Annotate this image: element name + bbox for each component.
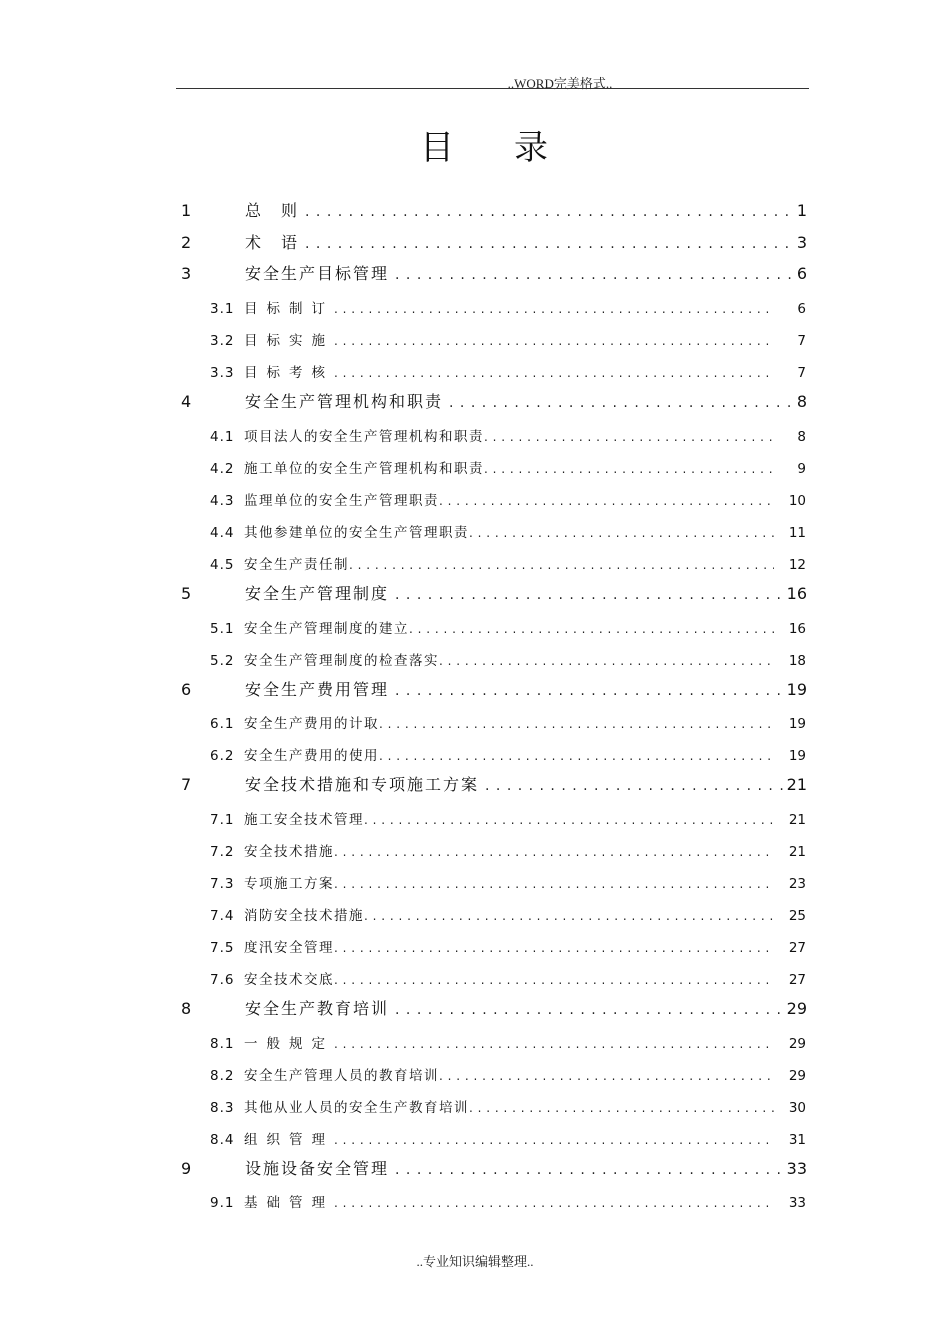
- toc-entry-number: 7.2: [210, 844, 235, 860]
- toc-section-row[interactable]: [210, 329, 806, 349]
- toc-page-number: 29: [788, 1036, 806, 1052]
- toc-entry-title: 监理单位的安全生产管理职责: [244, 493, 439, 509]
- toc-page-number: 27: [788, 972, 806, 988]
- toc-section-row[interactable]: [210, 1128, 806, 1148]
- toc-entry-number: 5.1: [210, 621, 235, 637]
- toc-entry-title: 安全生产管理人员的教育培训: [244, 1068, 439, 1084]
- toc-page-number: 21: [786, 775, 807, 794]
- toc-entry-title: 安全生产管理制度: [245, 584, 390, 603]
- toc-entry-number: 8.4: [210, 1132, 235, 1148]
- toc-page-number: 19: [788, 716, 806, 732]
- toc-entry-number: 4.4: [210, 525, 235, 541]
- toc-section-row[interactable]: [210, 1191, 806, 1211]
- toc-section-row[interactable]: [210, 712, 806, 732]
- toc-entry-title: 安全生产管理制度的建立: [244, 621, 409, 637]
- toc-chapter-row[interactable]: [181, 772, 807, 795]
- toc-entry-title: 安全生产管理机构和职责: [245, 392, 444, 411]
- toc-dot-leader: [334, 845, 774, 859]
- toc-section-row[interactable]: [210, 297, 806, 317]
- toc-section-row[interactable]: [210, 649, 806, 669]
- toc-dot-leader: [334, 1037, 774, 1051]
- toc-entry-number: 8.1: [210, 1036, 235, 1052]
- toc-entry-title: 目标实施: [244, 333, 334, 349]
- toc-page-number: 11: [788, 525, 806, 541]
- toc-entry-title: 安全技术措施和专项施工方案: [245, 775, 480, 794]
- toc-dot-leader: [334, 941, 774, 955]
- toc-entry-title: 安全生产教育培训: [245, 999, 390, 1018]
- toc-entry-number: 3.2: [210, 333, 235, 349]
- toc-dot-leader: [395, 587, 785, 603]
- toc-dot-leader: [439, 1069, 774, 1083]
- toc-entry-number: 7.3: [210, 876, 235, 892]
- toc-entry-title: 安全生产管理制度的检查落实: [244, 653, 439, 669]
- toc-page-number: 3: [796, 233, 807, 252]
- toc-dot-leader: [334, 366, 774, 380]
- toc-section-row[interactable]: [210, 872, 806, 892]
- toc-entry-number: 4.3: [210, 493, 235, 509]
- toc-section-row[interactable]: [210, 617, 806, 637]
- toc-page-number: 27: [788, 940, 806, 956]
- toc-dot-leader: [409, 622, 774, 636]
- toc-section-row[interactable]: [210, 361, 806, 381]
- toc-section-row[interactable]: [210, 457, 806, 477]
- toc-dot-leader: [395, 267, 793, 283]
- toc-page-number: 29: [788, 1068, 806, 1084]
- toc-page-number: 30: [788, 1100, 806, 1116]
- toc-dot-leader: [349, 558, 774, 572]
- toc-section-row[interactable]: [210, 808, 806, 828]
- toc-dot-leader: [305, 204, 793, 220]
- toc-section-row[interactable]: [210, 553, 806, 573]
- toc-chapter-row[interactable]: [181, 389, 807, 412]
- toc-entry-number: 3: [181, 264, 192, 283]
- page-header-text: ..WORD完美格式..: [507, 76, 613, 91]
- toc-page-number: 8: [797, 429, 806, 445]
- toc-section-row[interactable]: [210, 1064, 806, 1084]
- toc-entry-number: 7.4: [210, 908, 235, 924]
- toc-entry-number: 4.2: [210, 461, 235, 477]
- toc-dot-leader: [334, 302, 774, 316]
- toc-dot-leader: [379, 749, 774, 763]
- header-divider: [176, 88, 809, 89]
- toc-page-number: 16: [786, 584, 807, 603]
- toc-dot-leader: [334, 1133, 774, 1147]
- toc-entry-title: 其他从业人员的安全生产教育培训: [244, 1100, 469, 1116]
- toc-entry-title: 基础管理: [244, 1195, 334, 1211]
- toc-chapter-row[interactable]: [181, 1156, 807, 1179]
- toc-dot-leader: [439, 654, 774, 668]
- toc-dot-leader: [334, 877, 774, 891]
- toc-entry-title: 目标考核: [244, 365, 334, 381]
- toc-dot-leader: [334, 1196, 774, 1210]
- toc-entry-number: 8.2: [210, 1068, 235, 1084]
- toc-dot-leader: [334, 334, 774, 348]
- toc-section-row[interactable]: [210, 904, 806, 924]
- toc-section-row[interactable]: [210, 521, 806, 541]
- toc-chapter-row[interactable]: [181, 581, 807, 604]
- toc-page-number: 6: [796, 264, 807, 283]
- toc-dot-leader: [469, 1101, 774, 1115]
- toc-entry-number: 4: [181, 392, 192, 411]
- toc-entry-number: 7: [181, 775, 192, 794]
- toc-entry-title: 总 则: [245, 201, 300, 220]
- toc-entry-title: 安全生产费用管理: [245, 680, 390, 699]
- toc-dot-leader: [484, 430, 774, 444]
- toc-entry-number: 6: [181, 680, 192, 699]
- toc-chapter-row[interactable]: [181, 261, 807, 284]
- toc-dot-leader: [395, 1162, 785, 1178]
- toc-section-row[interactable]: [210, 936, 806, 956]
- toc-dot-leader: [395, 1002, 785, 1018]
- toc-entry-title: 专项施工方案: [244, 876, 334, 892]
- toc-entry-number: 6.1: [210, 716, 235, 732]
- toc-entry-title: 目标制订: [244, 301, 334, 317]
- toc-section-row[interactable]: [210, 1032, 806, 1052]
- toc-page-number: 16: [788, 621, 806, 637]
- toc-entry-title: 安全技术交底: [244, 972, 334, 988]
- toc-entry-title: 安全生产费用的计取: [244, 716, 379, 732]
- toc-entry-number: 4.1: [210, 429, 235, 445]
- toc-entry-number: 7.5: [210, 940, 235, 956]
- toc-page-number: 7: [797, 333, 806, 349]
- toc-entry-number: 4.5: [210, 557, 235, 573]
- toc-page-number: 31: [788, 1132, 806, 1148]
- toc-entry-number: 8: [181, 999, 192, 1018]
- toc-entry-title: 安全生产责任制: [244, 557, 349, 573]
- toc-page-number: 21: [788, 812, 806, 828]
- toc-section-row[interactable]: [210, 1096, 806, 1116]
- toc-entry-number: 9: [181, 1159, 192, 1178]
- toc-section-row[interactable]: [210, 744, 806, 764]
- toc-dot-leader: [449, 395, 793, 411]
- toc-entry-title: 施工单位的安全生产管理机构和职责: [244, 461, 484, 477]
- toc-page-number: 19: [788, 748, 806, 764]
- toc-dot-leader: [364, 909, 774, 923]
- toc-entry-number: 3.3: [210, 365, 235, 381]
- toc-entry-title: 度汛安全管理: [244, 940, 334, 956]
- toc-dot-leader: [364, 813, 774, 827]
- toc-page-number: 19: [786, 680, 807, 699]
- toc-page-number: 8: [796, 392, 807, 411]
- toc-entry-title: 设施设备安全管理: [245, 1159, 390, 1178]
- toc-chapter-row[interactable]: [181, 996, 807, 1019]
- toc-page-number: 10: [788, 493, 806, 509]
- toc-dot-leader: [395, 683, 785, 699]
- toc-page-number: 6: [797, 301, 806, 317]
- toc-entry-number: 7.6: [210, 972, 235, 988]
- toc-dot-leader: [484, 462, 774, 476]
- toc-dot-leader: [469, 526, 774, 540]
- toc-entry-title: 安全技术措施: [244, 844, 334, 860]
- toc-entry-number: 5: [181, 584, 192, 603]
- toc-dot-leader: [305, 236, 793, 252]
- toc-entry-title: 项目法人的安全生产管理机构和职责: [244, 429, 484, 445]
- toc-entry-title: 术 语: [245, 233, 300, 252]
- toc-entry-title: 施工安全技术管理: [244, 812, 364, 828]
- toc-entry-number: 5.2: [210, 653, 235, 669]
- toc-dot-leader: [485, 778, 785, 794]
- toc-entry-title: 一般规定: [244, 1036, 334, 1052]
- toc-section-row[interactable]: [210, 425, 806, 445]
- toc-section-row[interactable]: [210, 968, 806, 988]
- toc-dot-leader: [439, 494, 774, 508]
- toc-page-number: 1: [796, 201, 807, 220]
- toc-entry-number: 3.1: [210, 301, 235, 317]
- toc-entry-number: 6.2: [210, 748, 235, 764]
- toc-page-number: 29: [786, 999, 807, 1018]
- toc-entry-number: 7.1: [210, 812, 235, 828]
- toc-entry-title: 安全生产费用的使用: [244, 748, 379, 764]
- toc-entry-title: 消防安全技术措施: [244, 908, 364, 924]
- toc-page-number: 21: [788, 844, 806, 860]
- toc-page-number: 7: [797, 365, 806, 381]
- page-footer-text: ..专业知识编辑整理..: [416, 1254, 534, 1269]
- toc-entry-number: 1: [181, 201, 192, 220]
- toc-dot-leader: [379, 717, 774, 731]
- toc-chapter-row[interactable]: [181, 677, 807, 700]
- toc-entry-title: 其他参建单位的安全生产管理职责: [244, 525, 469, 541]
- toc-page-number: 12: [788, 557, 806, 573]
- toc-section-row[interactable]: [210, 840, 806, 860]
- toc-dot-leader: [334, 973, 774, 987]
- toc-entry-title: 组织管理: [244, 1132, 334, 1148]
- toc-chapter-row[interactable]: [181, 230, 807, 253]
- toc-page-number: 33: [786, 1159, 807, 1178]
- toc-entry-number: 8.3: [210, 1100, 235, 1116]
- toc-entry-number: 2: [181, 233, 192, 252]
- toc-page-number: 18: [788, 653, 806, 669]
- page-title: 目录: [420, 128, 608, 168]
- toc-page-number: 33: [788, 1195, 806, 1211]
- toc-page-number: 9: [797, 461, 806, 477]
- toc-page-number: 25: [788, 908, 806, 924]
- toc-page-number: 23: [788, 876, 806, 892]
- toc-section-row[interactable]: [210, 489, 806, 509]
- toc-entry-title: 安全生产目标管理: [245, 264, 390, 283]
- toc-entry-number: 9.1: [210, 1195, 235, 1211]
- toc-chapter-row[interactable]: [181, 198, 807, 221]
